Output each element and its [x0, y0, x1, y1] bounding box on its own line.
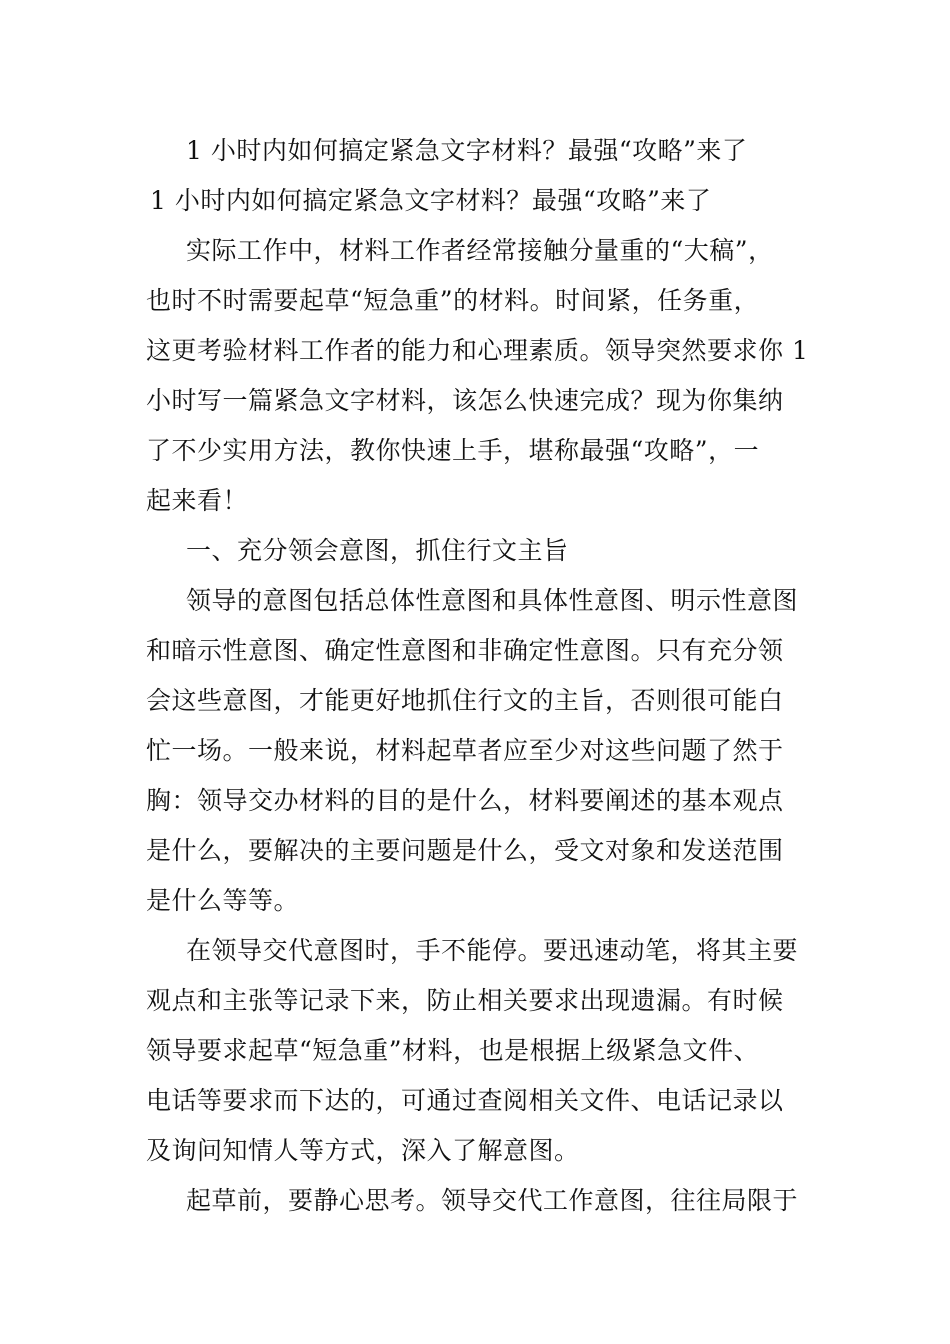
- body-line: 领导要求起草“短急重”材料，也是根据上级紧急文件、: [146, 1036, 760, 1065]
- section-heading: 一、充分领会意图，抓住行文主旨: [186, 536, 569, 565]
- body-line: 电话等要求而下达的，可通过查阅相关文件、电话记录以: [146, 1086, 784, 1115]
- body-line: 及询问知情人等方式，深入了解意图。: [146, 1136, 580, 1165]
- body-line: 在领导交代意图时，手不能停。要迅速动笔，将其主要: [186, 936, 799, 965]
- body-line: 胸：领导交办材料的目的是什么，材料要阐述的基本观点: [146, 786, 784, 815]
- body-line: 和暗示性意图、确定性意图和非确定性意图。只有充分领: [146, 636, 784, 665]
- body-line: 是什么，要解决的主要问题是什么，受文对象和发送范围: [146, 836, 784, 865]
- body-line: 会这些意图，才能更好地抓住行文的主旨，否则很可能白: [146, 686, 784, 715]
- body-line: 也时不时需要起草“短急重”的材料。时间紧，任务重，: [146, 286, 760, 315]
- body-line: 实际工作中，材料工作者经常接触分量重的“大稿”，: [186, 236, 774, 265]
- body-line: 领导的意图包括总体性意图和具体性意图、明示性意图: [186, 586, 799, 615]
- body-line: 忙一场。一般来说，材料起草者应至少对这些问题了然于: [146, 736, 784, 765]
- body-line: 是什么等等。: [146, 886, 300, 915]
- body-line: 这更考验材料工作者的能力和心理素质。领导突然要求你 1: [146, 336, 809, 365]
- body-line: 起来看！: [146, 486, 249, 515]
- document-subtitle: 1 小时内如何搞定紧急文字材料？最强“攻略”来了: [150, 186, 712, 215]
- document-title: 1 小时内如何搞定紧急文字材料？最强“攻略”来了: [186, 136, 748, 165]
- body-line: 起草前，要静心思考。领导交代工作意图，往往局限于: [186, 1186, 799, 1215]
- body-line: 了不少实用方法，教你快速上手，堪称最强“攻略”，一: [146, 436, 760, 465]
- body-line: 小时写一篇紧急文字材料，该怎么快速完成？现为你集纳: [146, 386, 784, 415]
- body-line: 观点和主张等记录下来，防止相关要求出现遗漏。有时候: [146, 986, 784, 1015]
